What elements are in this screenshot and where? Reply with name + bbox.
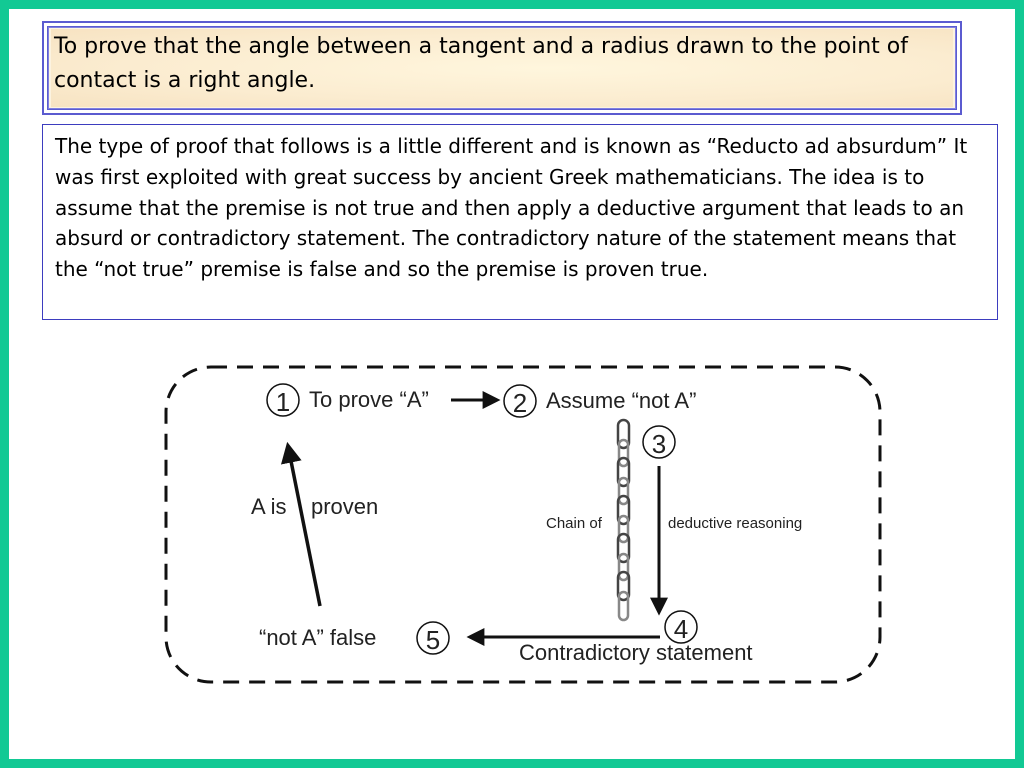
step-5-number: 5	[425, 625, 441, 655]
step-2	[504, 385, 696, 418]
step-3-number: 3	[651, 429, 667, 459]
arrow-5-to-1	[288, 446, 320, 606]
chain-icon	[618, 420, 629, 620]
chain-label-right: deductive reasoning	[668, 515, 803, 532]
step-2-number: 2	[512, 388, 528, 418]
step-4-number: 4	[673, 614, 689, 644]
step-3	[643, 426, 675, 459]
step-4-label: Contradictory statement	[519, 640, 753, 665]
step-2-label: Assume “not A”	[546, 388, 697, 413]
step-5	[259, 622, 449, 655]
proven-label-right: proven	[311, 494, 379, 519]
step-1-number: 1	[275, 387, 291, 417]
chain-label-left: Chain of	[546, 515, 602, 532]
step-1-label: To prove “A”	[309, 387, 429, 412]
slide-title: To prove that the angle between a tangent and a radius drawn to the point of contact is a right angle.	[54, 34, 908, 93]
step-1	[267, 384, 429, 417]
explanation-text: The type of proof that follows is a little different and is known as “Reducto ad absurdum” It was first exploited with great success by ancient Greek mathematicians. The idea is to assume that the premise is not true and then apply a deductive argument that leads to an absurd or contradictory statement. The contradictory nature of the statement means that the “not true” premise is false and so the premise is proven true.	[55, 134, 968, 282]
proven-label-left: A is	[251, 494, 287, 519]
step-5-label: “not A” false	[259, 625, 377, 650]
